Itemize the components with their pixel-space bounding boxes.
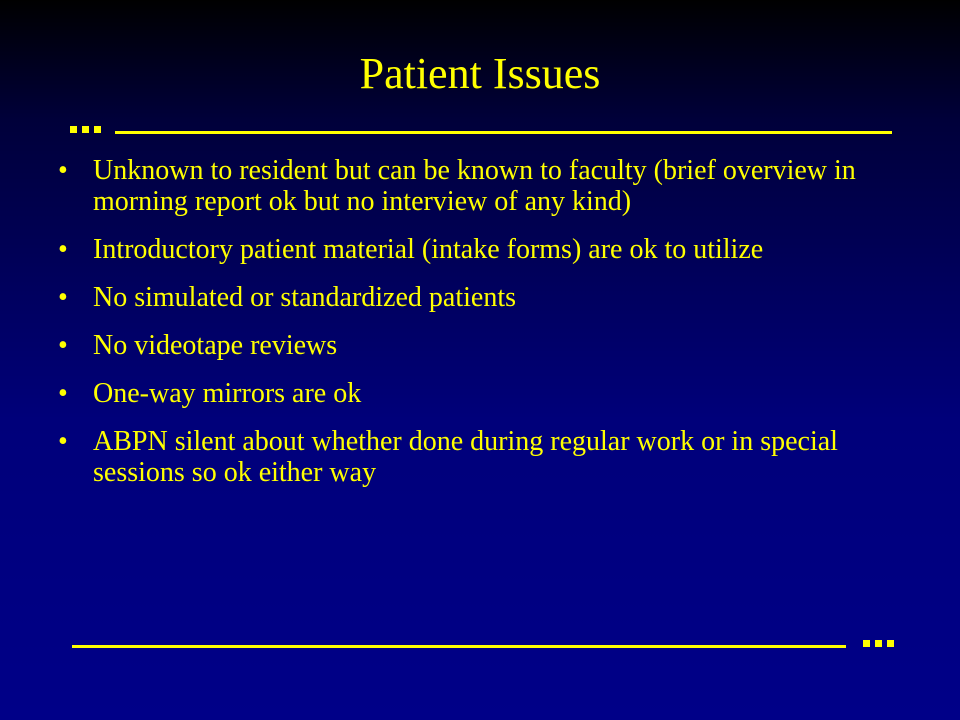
bullet-item (58, 330, 908, 361)
bullet-text: One-way mirrors are ok (93, 378, 362, 409)
slide-title: Patient Issues (359, 49, 601, 98)
top-divider-dots (70, 126, 101, 133)
divider-dot (863, 640, 870, 647)
bullet-text: ABPN silent about whether done during regular work or in special sessions so ok either way (93, 426, 838, 488)
bottom-divider-line (72, 645, 846, 648)
bullet-text: Unknown to resident but can be known to faculty (brief overview in morning report ok but no interview of any kind) (93, 155, 856, 217)
divider-dot (82, 126, 89, 133)
bullet-marker: • (58, 378, 68, 409)
bullet-marker: • (58, 330, 68, 361)
bullet-text: Introductory patient material (intake forms) are ok to utilize (93, 234, 764, 265)
top-divider (70, 126, 892, 134)
divider-dot (70, 126, 77, 133)
divider-dot (94, 126, 101, 133)
bullet-item (58, 234, 908, 265)
bullet-item (58, 426, 908, 488)
bullet-text: No videotape reviews (93, 330, 338, 361)
bottom-divider (72, 640, 894, 648)
bottom-divider-dots (863, 640, 894, 647)
bullet-item (58, 282, 908, 313)
top-divider-line (115, 131, 892, 134)
bullet-item (58, 155, 908, 217)
divider-dot (887, 640, 894, 647)
divider-dot (875, 640, 882, 647)
bullet-marker: • (58, 426, 68, 457)
bullet-list (58, 155, 908, 505)
bullet-marker: • (58, 282, 68, 313)
bullet-marker: • (58, 155, 68, 186)
bullet-marker: • (58, 234, 68, 265)
bullet-text: No simulated or standardized patients (93, 282, 516, 313)
bullet-item (58, 378, 908, 409)
